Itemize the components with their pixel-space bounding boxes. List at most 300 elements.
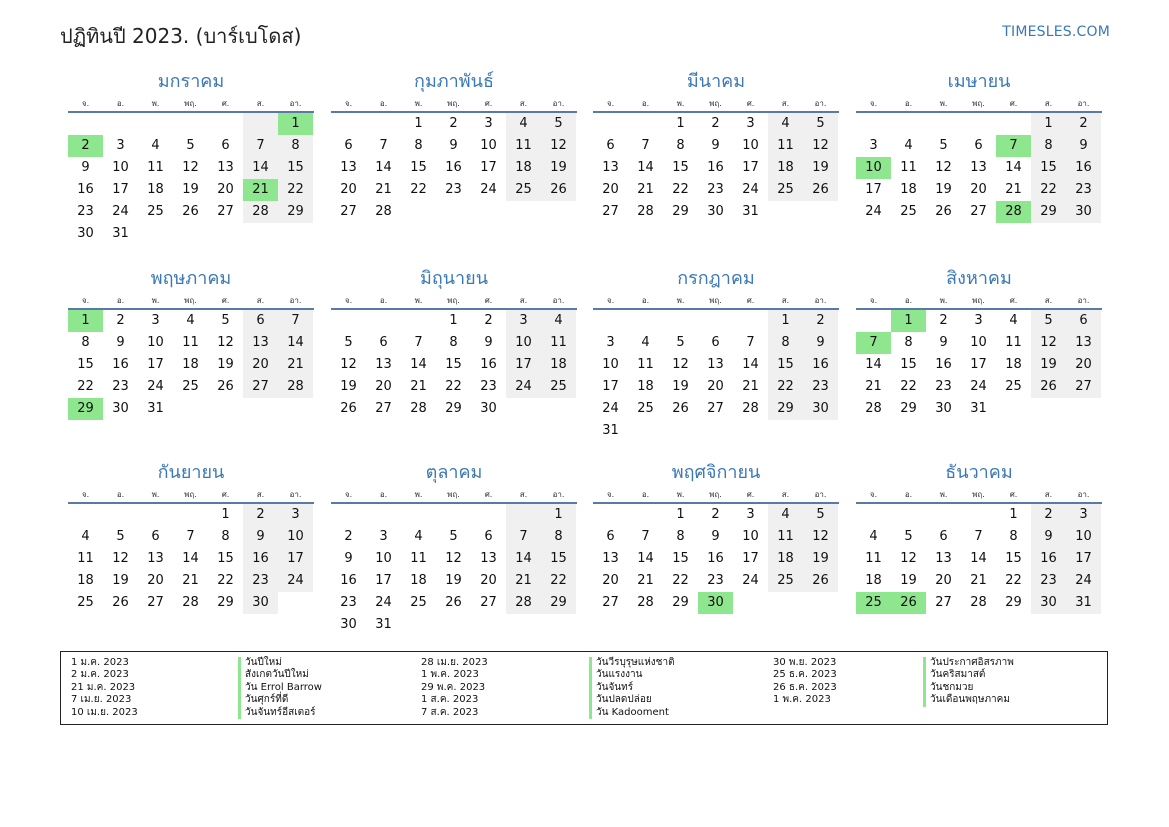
day-cell[interactable]: 24 <box>742 182 759 197</box>
day-cell[interactable]: 8 <box>414 138 423 153</box>
day-cell[interactable]: 5 <box>116 529 125 544</box>
day-cell[interactable]: 16 <box>445 160 462 175</box>
day-cell[interactable]: 16 <box>243 548 278 570</box>
day-cell[interactable]: 4 <box>186 313 195 328</box>
day-cell[interactable]: 30 <box>112 401 129 416</box>
day-cell[interactable]: 15 <box>1031 157 1066 179</box>
day-cell[interactable]: 25 <box>900 204 917 219</box>
day-cell[interactable]: 24 <box>147 379 164 394</box>
day-cell[interactable]: 27 <box>340 204 357 219</box>
day-cell[interactable]: 9 <box>711 138 720 153</box>
day-cell[interactable]: 11 <box>541 332 576 354</box>
day-cell[interactable]: 21 <box>375 182 392 197</box>
day-cell[interactable]: 4 <box>1009 313 1018 328</box>
day-cell[interactable]: 7 <box>379 138 388 153</box>
day-cell[interactable]: 8 <box>81 335 90 350</box>
day-cell[interactable]: 27 <box>970 204 987 219</box>
day-cell[interactable]: 7 <box>641 138 650 153</box>
day-cell[interactable]: 27 <box>375 401 392 416</box>
day-cell[interactable]: 29 <box>68 398 103 420</box>
day-cell[interactable]: 30 <box>1066 201 1101 223</box>
day-cell[interactable]: 8 <box>676 529 685 544</box>
day-cell[interactable]: 12 <box>445 551 462 566</box>
day-cell[interactable]: 27 <box>707 401 724 416</box>
day-cell[interactable]: 14 <box>243 157 278 179</box>
day-cell[interactable]: 21 <box>278 354 313 376</box>
day-cell[interactable]: 9 <box>116 335 125 350</box>
day-cell[interactable]: 1 <box>1031 113 1066 135</box>
day-cell[interactable]: 16 <box>112 357 129 372</box>
day-cell[interactable]: 6 <box>1066 310 1101 332</box>
day-cell[interactable]: 8 <box>278 135 313 157</box>
day-cell[interactable]: 15 <box>445 357 462 372</box>
day-cell[interactable]: 6 <box>939 529 948 544</box>
day-cell[interactable]: 21 <box>742 379 759 394</box>
day-cell[interactable]: 7 <box>996 135 1031 157</box>
day-cell[interactable]: 26 <box>672 401 689 416</box>
day-cell[interactable]: 13 <box>1066 332 1101 354</box>
day-cell[interactable]: 31 <box>742 204 759 219</box>
day-cell[interactable]: 26 <box>541 179 576 201</box>
day-cell[interactable]: 1 <box>768 310 803 332</box>
day-cell[interactable]: 13 <box>375 357 392 372</box>
day-cell[interactable]: 28 <box>996 201 1031 223</box>
day-cell[interactable]: 30 <box>340 617 357 632</box>
day-cell[interactable]: 17 <box>375 573 392 588</box>
day-cell[interactable]: 25 <box>637 401 654 416</box>
day-cell[interactable]: 12 <box>935 160 952 175</box>
day-cell[interactable]: 8 <box>221 529 230 544</box>
day-cell[interactable]: 8 <box>449 335 458 350</box>
day-cell[interactable]: 28 <box>182 595 199 610</box>
day-cell[interactable]: 27 <box>1066 376 1101 398</box>
day-cell[interactable]: 20 <box>340 182 357 197</box>
day-cell[interactable]: 21 <box>410 379 427 394</box>
day-cell[interactable]: 22 <box>77 379 94 394</box>
day-cell[interactable]: 30 <box>698 592 733 614</box>
day-cell[interactable]: 13 <box>602 551 619 566</box>
day-cell[interactable]: 5 <box>344 335 353 350</box>
day-cell[interactable]: 6 <box>974 138 983 153</box>
day-cell[interactable]: 3 <box>1066 504 1101 526</box>
day-cell[interactable]: 20 <box>147 573 164 588</box>
day-cell[interactable]: 9 <box>484 335 493 350</box>
day-cell[interactable]: 24 <box>278 570 313 592</box>
day-cell[interactable]: 28 <box>865 401 882 416</box>
day-cell[interactable]: 17 <box>480 160 497 175</box>
day-cell[interactable]: 9 <box>711 529 720 544</box>
day-cell[interactable]: 29 <box>768 398 803 420</box>
day-cell[interactable]: 12 <box>1031 332 1066 354</box>
day-cell[interactable]: 24 <box>480 182 497 197</box>
day-cell[interactable]: 13 <box>602 160 619 175</box>
day-cell[interactable]: 25 <box>182 379 199 394</box>
site-link[interactable]: TIMESLES.COM <box>1002 24 1110 40</box>
day-cell[interactable]: 9 <box>344 551 353 566</box>
day-cell[interactable]: 14 <box>637 160 654 175</box>
day-cell[interactable]: 15 <box>541 548 576 570</box>
day-cell[interactable]: 28 <box>375 204 392 219</box>
day-cell[interactable]: 5 <box>803 504 838 526</box>
day-cell[interactable]: 12 <box>672 357 689 372</box>
day-cell[interactable]: 6 <box>344 138 353 153</box>
day-cell[interactable]: 17 <box>742 551 759 566</box>
day-cell[interactable]: 5 <box>676 335 685 350</box>
day-cell[interactable]: 4 <box>151 138 160 153</box>
day-cell[interactable]: 16 <box>1066 157 1101 179</box>
day-cell[interactable]: 16 <box>707 551 724 566</box>
day-cell[interactable]: 3 <box>606 335 615 350</box>
day-cell[interactable]: 25 <box>768 570 803 592</box>
day-cell[interactable]: 2 <box>1066 113 1101 135</box>
day-cell[interactable]: 17 <box>1066 548 1101 570</box>
day-cell[interactable]: 8 <box>541 526 576 548</box>
day-cell[interactable]: 27 <box>935 595 952 610</box>
day-cell[interactable]: 19 <box>541 157 576 179</box>
day-cell[interactable]: 7 <box>243 135 278 157</box>
day-cell[interactable]: 23 <box>935 379 952 394</box>
day-cell[interactable]: 4 <box>81 529 90 544</box>
day-cell[interactable]: 15 <box>77 357 94 372</box>
day-cell[interactable]: 21 <box>637 182 654 197</box>
day-cell[interactable]: 15 <box>900 357 917 372</box>
day-cell[interactable]: 19 <box>803 548 838 570</box>
day-cell[interactable]: 5 <box>449 529 458 544</box>
day-cell[interactable]: 15 <box>672 551 689 566</box>
day-cell[interactable]: 11 <box>637 357 654 372</box>
day-cell[interactable]: 1 <box>676 116 685 131</box>
day-cell[interactable]: 3 <box>746 507 755 522</box>
day-cell[interactable]: 28 <box>637 595 654 610</box>
day-cell[interactable]: 2 <box>344 529 353 544</box>
day-cell[interactable]: 18 <box>541 354 576 376</box>
day-cell[interactable]: 19 <box>182 182 199 197</box>
day-cell[interactable]: 22 <box>541 570 576 592</box>
day-cell[interactable]: 12 <box>803 526 838 548</box>
day-cell[interactable]: 7 <box>506 526 541 548</box>
day-cell[interactable]: 31 <box>970 401 987 416</box>
day-cell[interactable]: 2 <box>711 507 720 522</box>
day-cell[interactable]: 13 <box>217 160 234 175</box>
day-cell[interactable]: 10 <box>742 529 759 544</box>
day-cell[interactable]: 8 <box>904 335 913 350</box>
day-cell[interactable]: 7 <box>974 529 983 544</box>
day-cell[interactable]: 5 <box>939 138 948 153</box>
day-cell[interactable]: 19 <box>217 357 234 372</box>
day-cell[interactable]: 28 <box>506 592 541 614</box>
day-cell[interactable]: 28 <box>637 204 654 219</box>
day-cell[interactable]: 11 <box>1005 335 1022 350</box>
day-cell[interactable]: 26 <box>445 595 462 610</box>
day-cell[interactable]: 3 <box>151 313 160 328</box>
day-cell[interactable]: 8 <box>676 138 685 153</box>
day-cell[interactable]: 23 <box>1066 179 1101 201</box>
day-cell[interactable]: 11 <box>182 335 199 350</box>
day-cell[interactable]: 11 <box>506 135 541 157</box>
day-cell[interactable]: 5 <box>541 113 576 135</box>
day-cell[interactable]: 16 <box>935 357 952 372</box>
day-cell[interactable]: 8 <box>1009 529 1018 544</box>
day-cell[interactable]: 18 <box>900 182 917 197</box>
day-cell[interactable]: 30 <box>480 401 497 416</box>
day-cell[interactable]: 21 <box>506 570 541 592</box>
day-cell[interactable]: 23 <box>243 570 278 592</box>
day-cell[interactable]: 27 <box>602 204 619 219</box>
day-cell[interactable]: 14 <box>182 551 199 566</box>
day-cell[interactable]: 2 <box>939 313 948 328</box>
day-cell[interactable]: 14 <box>410 357 427 372</box>
day-cell[interactable]: 21 <box>637 573 654 588</box>
day-cell[interactable]: 24 <box>375 595 392 610</box>
day-cell[interactable]: 22 <box>1005 573 1022 588</box>
day-cell[interactable]: 21 <box>865 379 882 394</box>
day-cell[interactable]: 12 <box>900 551 917 566</box>
day-cell[interactable]: 10 <box>147 335 164 350</box>
day-cell[interactable]: 4 <box>869 529 878 544</box>
day-cell[interactable]: 27 <box>480 595 497 610</box>
day-cell[interactable]: 23 <box>803 376 838 398</box>
day-cell[interactable]: 24 <box>506 376 541 398</box>
day-cell[interactable]: 17 <box>147 357 164 372</box>
day-cell[interactable]: 4 <box>904 138 913 153</box>
day-cell[interactable]: 6 <box>606 138 615 153</box>
day-cell[interactable]: 22 <box>768 376 803 398</box>
day-cell[interactable]: 26 <box>803 570 838 592</box>
day-cell[interactable]: 18 <box>147 182 164 197</box>
day-cell[interactable]: 18 <box>768 548 803 570</box>
day-cell[interactable]: 30 <box>935 401 952 416</box>
day-cell[interactable]: 28 <box>243 201 278 223</box>
day-cell[interactable]: 13 <box>340 160 357 175</box>
day-cell[interactable]: 11 <box>768 135 803 157</box>
day-cell[interactable]: 3 <box>506 310 541 332</box>
day-cell[interactable]: 25 <box>147 204 164 219</box>
day-cell[interactable]: 20 <box>970 182 987 197</box>
day-cell[interactable]: 29 <box>1005 595 1022 610</box>
day-cell[interactable]: 19 <box>935 182 952 197</box>
day-cell[interactable]: 25 <box>1005 379 1022 394</box>
day-cell[interactable]: 20 <box>602 573 619 588</box>
day-cell[interactable]: 18 <box>77 573 94 588</box>
day-cell[interactable]: 11 <box>147 160 164 175</box>
day-cell[interactable]: 10 <box>112 160 129 175</box>
day-cell[interactable]: 26 <box>891 592 926 614</box>
day-cell[interactable]: 10 <box>506 332 541 354</box>
day-cell[interactable]: 17 <box>278 548 313 570</box>
day-cell[interactable]: 7 <box>414 335 423 350</box>
day-cell[interactable]: 19 <box>900 573 917 588</box>
day-cell[interactable]: 15 <box>278 157 313 179</box>
day-cell[interactable]: 7 <box>856 332 891 354</box>
day-cell[interactable]: 1 <box>449 313 458 328</box>
day-cell[interactable]: 31 <box>375 617 392 632</box>
day-cell[interactable]: 23 <box>480 379 497 394</box>
day-cell[interactable]: 23 <box>445 182 462 197</box>
day-cell[interactable]: 26 <box>1031 376 1066 398</box>
day-cell[interactable]: 31 <box>147 401 164 416</box>
day-cell[interactable]: 12 <box>217 335 234 350</box>
day-cell[interactable]: 24 <box>602 401 619 416</box>
day-cell[interactable]: 19 <box>340 379 357 394</box>
day-cell[interactable]: 2 <box>711 116 720 131</box>
day-cell[interactable]: 9 <box>1031 526 1066 548</box>
day-cell[interactable]: 30 <box>77 226 94 241</box>
day-cell[interactable]: 30 <box>1031 592 1066 614</box>
day-cell[interactable]: 19 <box>803 157 838 179</box>
day-cell[interactable]: 25 <box>856 592 891 614</box>
day-cell[interactable]: 23 <box>707 182 724 197</box>
day-cell[interactable]: 18 <box>1005 357 1022 372</box>
day-cell[interactable]: 20 <box>935 573 952 588</box>
day-cell[interactable]: 20 <box>602 182 619 197</box>
day-cell[interactable]: 29 <box>900 401 917 416</box>
day-cell[interactable]: 17 <box>742 160 759 175</box>
day-cell[interactable]: 10 <box>856 157 891 179</box>
day-cell[interactable]: 30 <box>707 204 724 219</box>
day-cell[interactable]: 12 <box>182 160 199 175</box>
day-cell[interactable]: 9 <box>939 335 948 350</box>
day-cell[interactable]: 8 <box>1031 135 1066 157</box>
day-cell[interactable]: 24 <box>1066 570 1101 592</box>
day-cell[interactable]: 5 <box>221 313 230 328</box>
day-cell[interactable]: 16 <box>1031 548 1066 570</box>
day-cell[interactable]: 31 <box>1066 592 1101 614</box>
day-cell[interactable]: 14 <box>278 332 313 354</box>
day-cell[interactable]: 3 <box>869 138 878 153</box>
day-cell[interactable]: 7 <box>278 310 313 332</box>
day-cell[interactable]: 1 <box>676 507 685 522</box>
day-cell[interactable]: 14 <box>506 548 541 570</box>
day-cell[interactable]: 25 <box>541 376 576 398</box>
day-cell[interactable]: 14 <box>865 357 882 372</box>
day-cell[interactable]: 2 <box>803 310 838 332</box>
day-cell[interactable]: 26 <box>217 379 234 394</box>
day-cell[interactable]: 28 <box>970 595 987 610</box>
day-cell[interactable]: 1 <box>1009 507 1018 522</box>
day-cell[interactable]: 4 <box>414 529 423 544</box>
day-cell[interactable]: 1 <box>278 113 313 135</box>
day-cell[interactable]: 7 <box>186 529 195 544</box>
day-cell[interactable]: 6 <box>606 529 615 544</box>
day-cell[interactable]: 28 <box>742 401 759 416</box>
day-cell[interactable]: 22 <box>1031 179 1066 201</box>
day-cell[interactable]: 2 <box>449 116 458 131</box>
day-cell[interactable]: 12 <box>340 357 357 372</box>
day-cell[interactable]: 21 <box>1005 182 1022 197</box>
day-cell[interactable]: 28 <box>410 401 427 416</box>
day-cell[interactable]: 19 <box>112 573 129 588</box>
day-cell[interactable]: 9 <box>243 526 278 548</box>
day-cell[interactable]: 22 <box>217 573 234 588</box>
day-cell[interactable]: 28 <box>278 376 313 398</box>
day-cell[interactable]: 22 <box>672 573 689 588</box>
day-cell[interactable]: 20 <box>243 354 278 376</box>
day-cell[interactable]: 5 <box>1031 310 1066 332</box>
day-cell[interactable]: 4 <box>541 310 576 332</box>
day-cell[interactable]: 5 <box>186 138 195 153</box>
day-cell[interactable]: 18 <box>506 157 541 179</box>
day-cell[interactable]: 14 <box>375 160 392 175</box>
day-cell[interactable]: 10 <box>970 335 987 350</box>
day-cell[interactable]: 14 <box>1005 160 1022 175</box>
day-cell[interactable]: 16 <box>480 357 497 372</box>
day-cell[interactable]: 12 <box>112 551 129 566</box>
day-cell[interactable]: 23 <box>77 204 94 219</box>
day-cell[interactable]: 10 <box>1066 526 1101 548</box>
day-cell[interactable]: 11 <box>410 551 427 566</box>
day-cell[interactable]: 2 <box>116 313 125 328</box>
day-cell[interactable]: 18 <box>865 573 882 588</box>
day-cell[interactable]: 7 <box>746 335 755 350</box>
day-cell[interactable]: 15 <box>1005 551 1022 566</box>
day-cell[interactable]: 10 <box>742 138 759 153</box>
day-cell[interactable]: 2 <box>68 135 103 157</box>
day-cell[interactable]: 25 <box>506 179 541 201</box>
day-cell[interactable]: 21 <box>182 573 199 588</box>
day-cell[interactable]: 3 <box>746 116 755 131</box>
day-cell[interactable]: 11 <box>900 160 917 175</box>
day-cell[interactable]: 3 <box>379 529 388 544</box>
day-cell[interactable]: 6 <box>151 529 160 544</box>
day-cell[interactable]: 26 <box>112 595 129 610</box>
day-cell[interactable]: 5 <box>803 113 838 135</box>
day-cell[interactable]: 2 <box>243 504 278 526</box>
day-cell[interactable]: 1 <box>414 116 423 131</box>
day-cell[interactable]: 18 <box>768 157 803 179</box>
day-cell[interactable]: 24 <box>742 573 759 588</box>
day-cell[interactable]: 6 <box>221 138 230 153</box>
day-cell[interactable]: 16 <box>77 182 94 197</box>
day-cell[interactable]: 2 <box>484 313 493 328</box>
day-cell[interactable]: 7 <box>641 529 650 544</box>
day-cell[interactable]: 26 <box>803 179 838 201</box>
day-cell[interactable]: 29 <box>1031 201 1066 223</box>
day-cell[interactable]: 1 <box>891 310 926 332</box>
day-cell[interactable]: 13 <box>480 551 497 566</box>
day-cell[interactable]: 29 <box>541 592 576 614</box>
day-cell[interactable]: 15 <box>768 354 803 376</box>
day-cell[interactable]: 10 <box>480 138 497 153</box>
day-cell[interactable]: 13 <box>970 160 987 175</box>
day-cell[interactable]: 13 <box>935 551 952 566</box>
day-cell[interactable]: 22 <box>900 379 917 394</box>
day-cell[interactable]: 11 <box>865 551 882 566</box>
day-cell[interactable]: 26 <box>340 401 357 416</box>
day-cell[interactable]: 9 <box>1066 135 1101 157</box>
day-cell[interactable]: 17 <box>112 182 129 197</box>
day-cell[interactable]: 1 <box>221 507 230 522</box>
day-cell[interactable]: 19 <box>1031 354 1066 376</box>
day-cell[interactable]: 24 <box>970 379 987 394</box>
day-cell[interactable]: 14 <box>970 551 987 566</box>
day-cell[interactable]: 30 <box>803 398 838 420</box>
day-cell[interactable]: 22 <box>672 182 689 197</box>
day-cell[interactable]: 14 <box>742 357 759 372</box>
day-cell[interactable]: 16 <box>707 160 724 175</box>
day-cell[interactable]: 23 <box>112 379 129 394</box>
day-cell[interactable]: 6 <box>379 335 388 350</box>
day-cell[interactable]: 6 <box>243 310 278 332</box>
day-cell[interactable]: 29 <box>672 204 689 219</box>
day-cell[interactable]: 25 <box>77 595 94 610</box>
day-cell[interactable]: 9 <box>81 160 90 175</box>
day-cell[interactable]: 25 <box>768 179 803 201</box>
day-cell[interactable]: 9 <box>803 332 838 354</box>
day-cell[interactable]: 13 <box>147 551 164 566</box>
day-cell[interactable]: 11 <box>77 551 94 566</box>
day-cell[interactable]: 8 <box>768 332 803 354</box>
day-cell[interactable]: 17 <box>865 182 882 197</box>
